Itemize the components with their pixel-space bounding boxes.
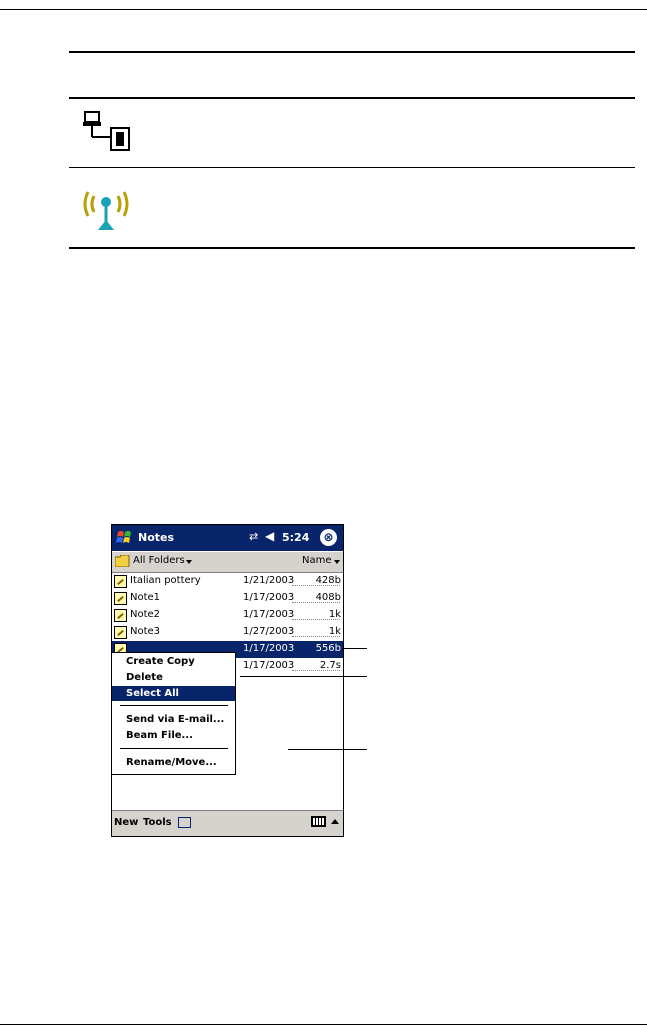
connectivity-icon[interactable]: ⇄	[249, 530, 259, 543]
network-connection-icon	[80, 110, 132, 152]
page-bottom-rule	[0, 1024, 647, 1025]
menu-item-delete[interactable]: Delete	[126, 672, 163, 683]
context-menu	[112, 652, 236, 775]
note-icon	[114, 592, 127, 605]
note-row[interactable]	[112, 573, 343, 590]
note-name: Note3	[130, 626, 161, 637]
note-size: 408b	[315, 592, 341, 603]
note-date: 1/17/2003	[243, 643, 295, 654]
menu-item-create-copy[interactable]: Create Copy	[126, 656, 195, 667]
note-row[interactable]	[112, 624, 343, 641]
table-rule-4	[69, 247, 635, 249]
note-row[interactable]	[112, 590, 343, 607]
new-button[interactable]: New	[114, 817, 139, 828]
sync-icon[interactable]	[178, 817, 191, 828]
folder-icon	[115, 555, 130, 567]
menu-item-rename-move[interactable]: Rename/Move...	[126, 757, 217, 768]
table-rule-2	[69, 97, 635, 99]
table-rule-1	[69, 51, 635, 53]
note-icon	[114, 575, 127, 588]
pocketpc-notes-screen	[111, 524, 344, 837]
menu-item-beam-file[interactable]: Beam File...	[126, 730, 193, 741]
close-button[interactable]: ⊗	[320, 529, 337, 546]
chevron-down-icon[interactable]	[334, 560, 340, 564]
note-name: Italian pottery	[130, 575, 201, 586]
note-row[interactable]	[112, 607, 343, 624]
wireless-antenna-icon	[80, 186, 132, 234]
clock[interactable]: 5:24	[282, 531, 310, 544]
note-size: 2.7s	[319, 660, 341, 671]
tools-menu[interactable]: Tools	[143, 817, 172, 828]
note-date: 1/21/2003	[243, 575, 295, 586]
note-date: 1/17/2003	[243, 609, 295, 620]
menu-divider	[120, 748, 228, 749]
speaker-icon[interactable]: ◀︎	[265, 529, 275, 543]
note-icon	[114, 609, 127, 622]
callout-line-context-menu	[240, 676, 367, 677]
menu-item-send-email[interactable]: Send via E-mail...	[126, 714, 225, 725]
note-size: 1k	[328, 609, 341, 620]
filter-bar	[112, 552, 343, 573]
menu-bar	[112, 810, 343, 837]
note-name: Note1	[130, 592, 161, 603]
chevron-down-icon[interactable]	[186, 560, 192, 564]
note-size: 556b	[315, 643, 341, 654]
note-date: 1/17/2003	[243, 592, 295, 603]
navigation-bar	[112, 525, 343, 551]
note-icon	[114, 626, 127, 639]
note-size: 1k	[328, 626, 341, 637]
folder-dropdown[interactable]: All Folders	[133, 555, 185, 566]
chevron-up-icon[interactable]	[331, 819, 339, 824]
page-top-rule	[0, 9, 647, 10]
keyboard-icon[interactable]	[311, 816, 326, 827]
menu-divider	[120, 705, 228, 706]
callout-line-list-area	[288, 749, 367, 750]
note-date: 1/27/2003	[243, 626, 295, 637]
note-name: Note2	[130, 609, 161, 620]
note-date: 1/17/2003	[243, 660, 295, 671]
note-size: 428b	[315, 575, 341, 586]
table-rule-3	[69, 167, 635, 168]
sort-dropdown[interactable]: Name	[302, 555, 332, 566]
menu-item-select-all[interactable]: Select All	[112, 686, 235, 701]
start-menu-icon[interactable]	[114, 527, 136, 549]
callout-line-selected-note	[342, 648, 367, 649]
app-title: Notes	[138, 531, 175, 544]
